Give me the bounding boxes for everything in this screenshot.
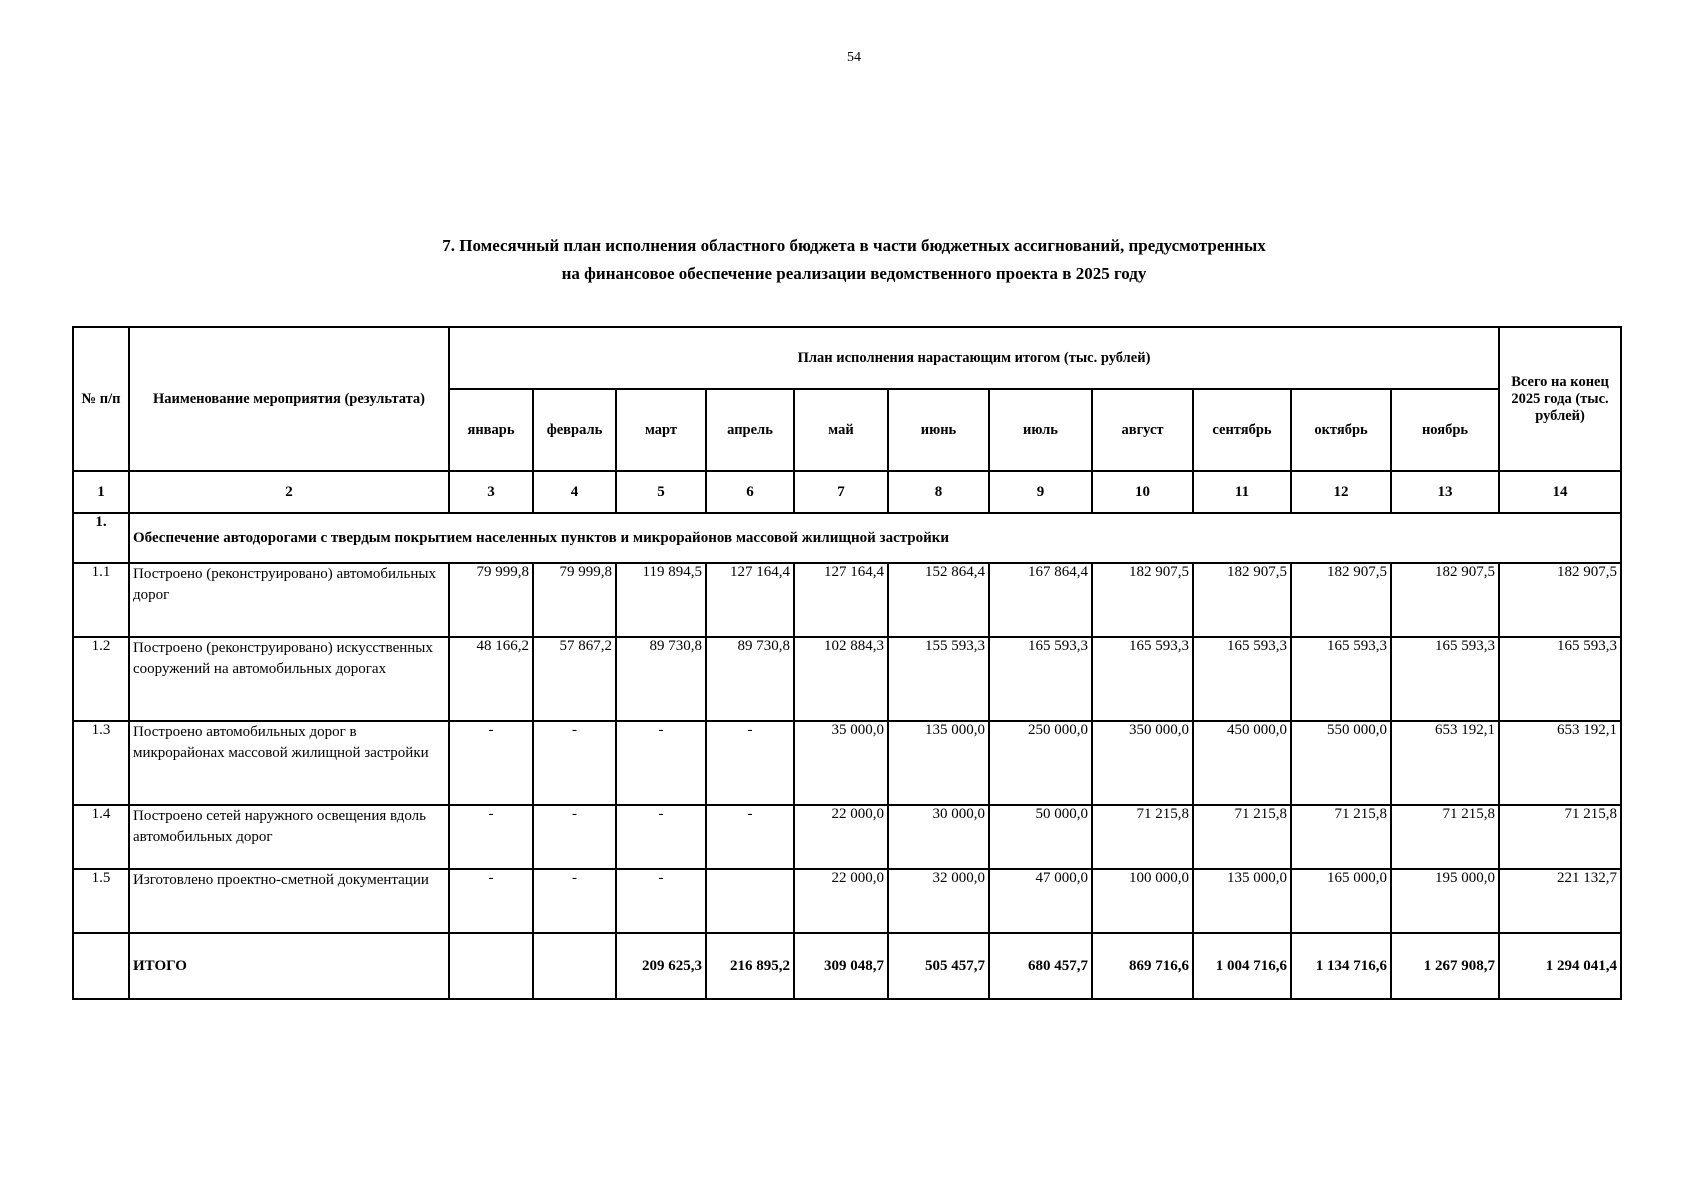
title-line-2: на финансовое обеспечение реализации ведомственного проекта в 2025 году: [561, 264, 1147, 283]
page-number: 54: [847, 50, 861, 65]
row-value: 165 593,3: [1193, 637, 1291, 721]
column-index-cell: 6: [706, 471, 794, 513]
header-row-1: [73, 327, 1621, 389]
header-month: ноябрь: [1391, 389, 1499, 471]
section-row: [73, 513, 1621, 563]
header-month: сентябрь: [1193, 389, 1291, 471]
row-value: -: [533, 805, 616, 869]
row-value: 182 907,5: [1391, 563, 1499, 637]
row-value: 182 907,5: [1291, 563, 1391, 637]
row-name: Построено (реконструировано) автомобильных дорог: [129, 563, 449, 637]
row-value: -: [449, 805, 533, 869]
header-month: июнь: [888, 389, 989, 471]
column-index-cell: 12: [1291, 471, 1391, 513]
column-index-cell: 4: [533, 471, 616, 513]
header-month: май: [794, 389, 888, 471]
column-index-row: [73, 471, 1621, 513]
row-value: 22 000,0: [794, 805, 888, 869]
row-value: 48 166,2: [449, 637, 533, 721]
row-value: 35 000,0: [794, 721, 888, 805]
row-value: 182 907,5: [1193, 563, 1291, 637]
budget-plan-table: [72, 326, 1622, 1000]
row-value: -: [706, 805, 794, 869]
row-name: Изготовлено проектно-сметной документации: [129, 869, 449, 933]
total-value: 869 716,6: [1092, 933, 1193, 999]
row-total: 182 907,5: [1499, 563, 1621, 637]
row-num: 1.5: [73, 869, 129, 933]
row-value: 127 164,4: [794, 563, 888, 637]
total-value: 1 004 716,6: [1193, 933, 1291, 999]
row-value: 22 000,0: [794, 869, 888, 933]
header-num: № п/п: [73, 327, 129, 471]
total-grand: 1 294 041,4: [1499, 933, 1621, 999]
total-value: 505 457,7: [888, 933, 989, 999]
column-index-cell: 10: [1092, 471, 1193, 513]
column-index-cell: 14: [1499, 471, 1621, 513]
row-total: 653 192,1: [1499, 721, 1621, 805]
row-value: 57 867,2: [533, 637, 616, 721]
total-value: 216 895,2: [706, 933, 794, 999]
row-value: 165 593,3: [989, 637, 1092, 721]
total-value: 680 457,7: [989, 933, 1092, 999]
column-index-cell: 5: [616, 471, 706, 513]
row-value: 653 192,1: [1391, 721, 1499, 805]
row-value: 127 164,4: [706, 563, 794, 637]
row-value: -: [533, 869, 616, 933]
header-total: Всего на конец 2025 года (тыс. рублей): [1499, 327, 1621, 471]
row-value: 450 000,0: [1193, 721, 1291, 805]
header-month: август: [1092, 389, 1193, 471]
row-value: 165 593,3: [1291, 637, 1391, 721]
row-num: 1.4: [73, 805, 129, 869]
row-value: 100 000,0: [1092, 869, 1193, 933]
row-value: 350 000,0: [1092, 721, 1193, 805]
row-total: 165 593,3: [1499, 637, 1621, 721]
row-value: -: [616, 869, 706, 933]
row-value: -: [449, 869, 533, 933]
section-num: 1.: [73, 513, 129, 563]
header-month: апрель: [706, 389, 794, 471]
total-value: 1 267 908,7: [1391, 933, 1499, 999]
row-value: 71 215,8: [1391, 805, 1499, 869]
row-value: 135 000,0: [888, 721, 989, 805]
row-value: 250 000,0: [989, 721, 1092, 805]
row-value: -: [706, 721, 794, 805]
row-value: -: [533, 721, 616, 805]
row-value: 550 000,0: [1291, 721, 1391, 805]
total-value: 309 048,7: [794, 933, 888, 999]
row-value: 50 000,0: [989, 805, 1092, 869]
column-index-cell: 3: [449, 471, 533, 513]
total-value: [533, 933, 616, 999]
row-value: 71 215,8: [1193, 805, 1291, 869]
total-num: [73, 933, 129, 999]
row-value: 47 000,0: [989, 869, 1092, 933]
header-month: февраль: [533, 389, 616, 471]
row-value: 119 894,5: [616, 563, 706, 637]
section-title: Обеспечение автодорогами с твердым покрытием населенных пунктов и микрорайонов массовой жилищной застройки: [129, 513, 1621, 563]
header-month: октябрь: [1291, 389, 1391, 471]
total-value: [449, 933, 533, 999]
column-index-cell: 8: [888, 471, 989, 513]
row-value: 167 864,4: [989, 563, 1092, 637]
header-month: март: [616, 389, 706, 471]
row-value: 89 730,8: [706, 637, 794, 721]
column-index-cell: 2: [129, 471, 449, 513]
row-total: 221 132,7: [1499, 869, 1621, 933]
row-value: 152 864,4: [888, 563, 989, 637]
total-label: ИТОГО: [129, 933, 449, 999]
row-value: 32 000,0: [888, 869, 989, 933]
row-value: 79 999,8: [533, 563, 616, 637]
row-value: 195 000,0: [1391, 869, 1499, 933]
row-name: Построено (реконструировано) искусственных сооружений на автомобильных дорогах: [129, 637, 449, 721]
row-value: 135 000,0: [1193, 869, 1291, 933]
column-index-cell: 7: [794, 471, 888, 513]
row-name: Построено сетей наружного освещения вдоль автомобильных дорог: [129, 805, 449, 869]
row-value: -: [616, 721, 706, 805]
row-num: 1.1: [73, 563, 129, 637]
row-value: 89 730,8: [616, 637, 706, 721]
total-value: 1 134 716,6: [1291, 933, 1391, 999]
header-name: Наименование мероприятия (результата): [129, 327, 449, 471]
column-index-cell: 13: [1391, 471, 1499, 513]
header-month: июль: [989, 389, 1092, 471]
total-row: [73, 933, 1621, 999]
row-value: 165 593,3: [1391, 637, 1499, 721]
row-value: 102 884,3: [794, 637, 888, 721]
row-value: [706, 869, 794, 933]
header-plan-group: План исполнения нарастающим итогом (тыс. рублей): [449, 327, 1499, 389]
row-value: 165 000,0: [1291, 869, 1391, 933]
row-value: -: [449, 721, 533, 805]
table-row: [73, 637, 1621, 721]
column-index-cell: 11: [1193, 471, 1291, 513]
row-value: 165 593,3: [1092, 637, 1193, 721]
table-row: [73, 721, 1621, 805]
row-name: Построено автомобильных дорог в микрорайонах массовой жилищной застройки: [129, 721, 449, 805]
row-value: 71 215,8: [1092, 805, 1193, 869]
row-num: 1.3: [73, 721, 129, 805]
row-value: 155 593,3: [888, 637, 989, 721]
table-row: [73, 805, 1621, 869]
title-line-1: 7. Помесячный план исполнения областного бюджета в части бюджетных ассигнований, предусмотренных: [442, 236, 1266, 255]
row-value: 182 907,5: [1092, 563, 1193, 637]
row-value: -: [616, 805, 706, 869]
table-row: [73, 869, 1621, 933]
total-value: 209 625,3: [616, 933, 706, 999]
table-row: [73, 563, 1621, 637]
row-value: 30 000,0: [888, 805, 989, 869]
row-total: 71 215,8: [1499, 805, 1621, 869]
row-num: 1.2: [73, 637, 129, 721]
document-title: [0, 232, 1708, 288]
header-month: январь: [449, 389, 533, 471]
column-index-cell: 1: [73, 471, 129, 513]
column-index-cell: 9: [989, 471, 1092, 513]
row-value: 71 215,8: [1291, 805, 1391, 869]
row-value: 79 999,8: [449, 563, 533, 637]
